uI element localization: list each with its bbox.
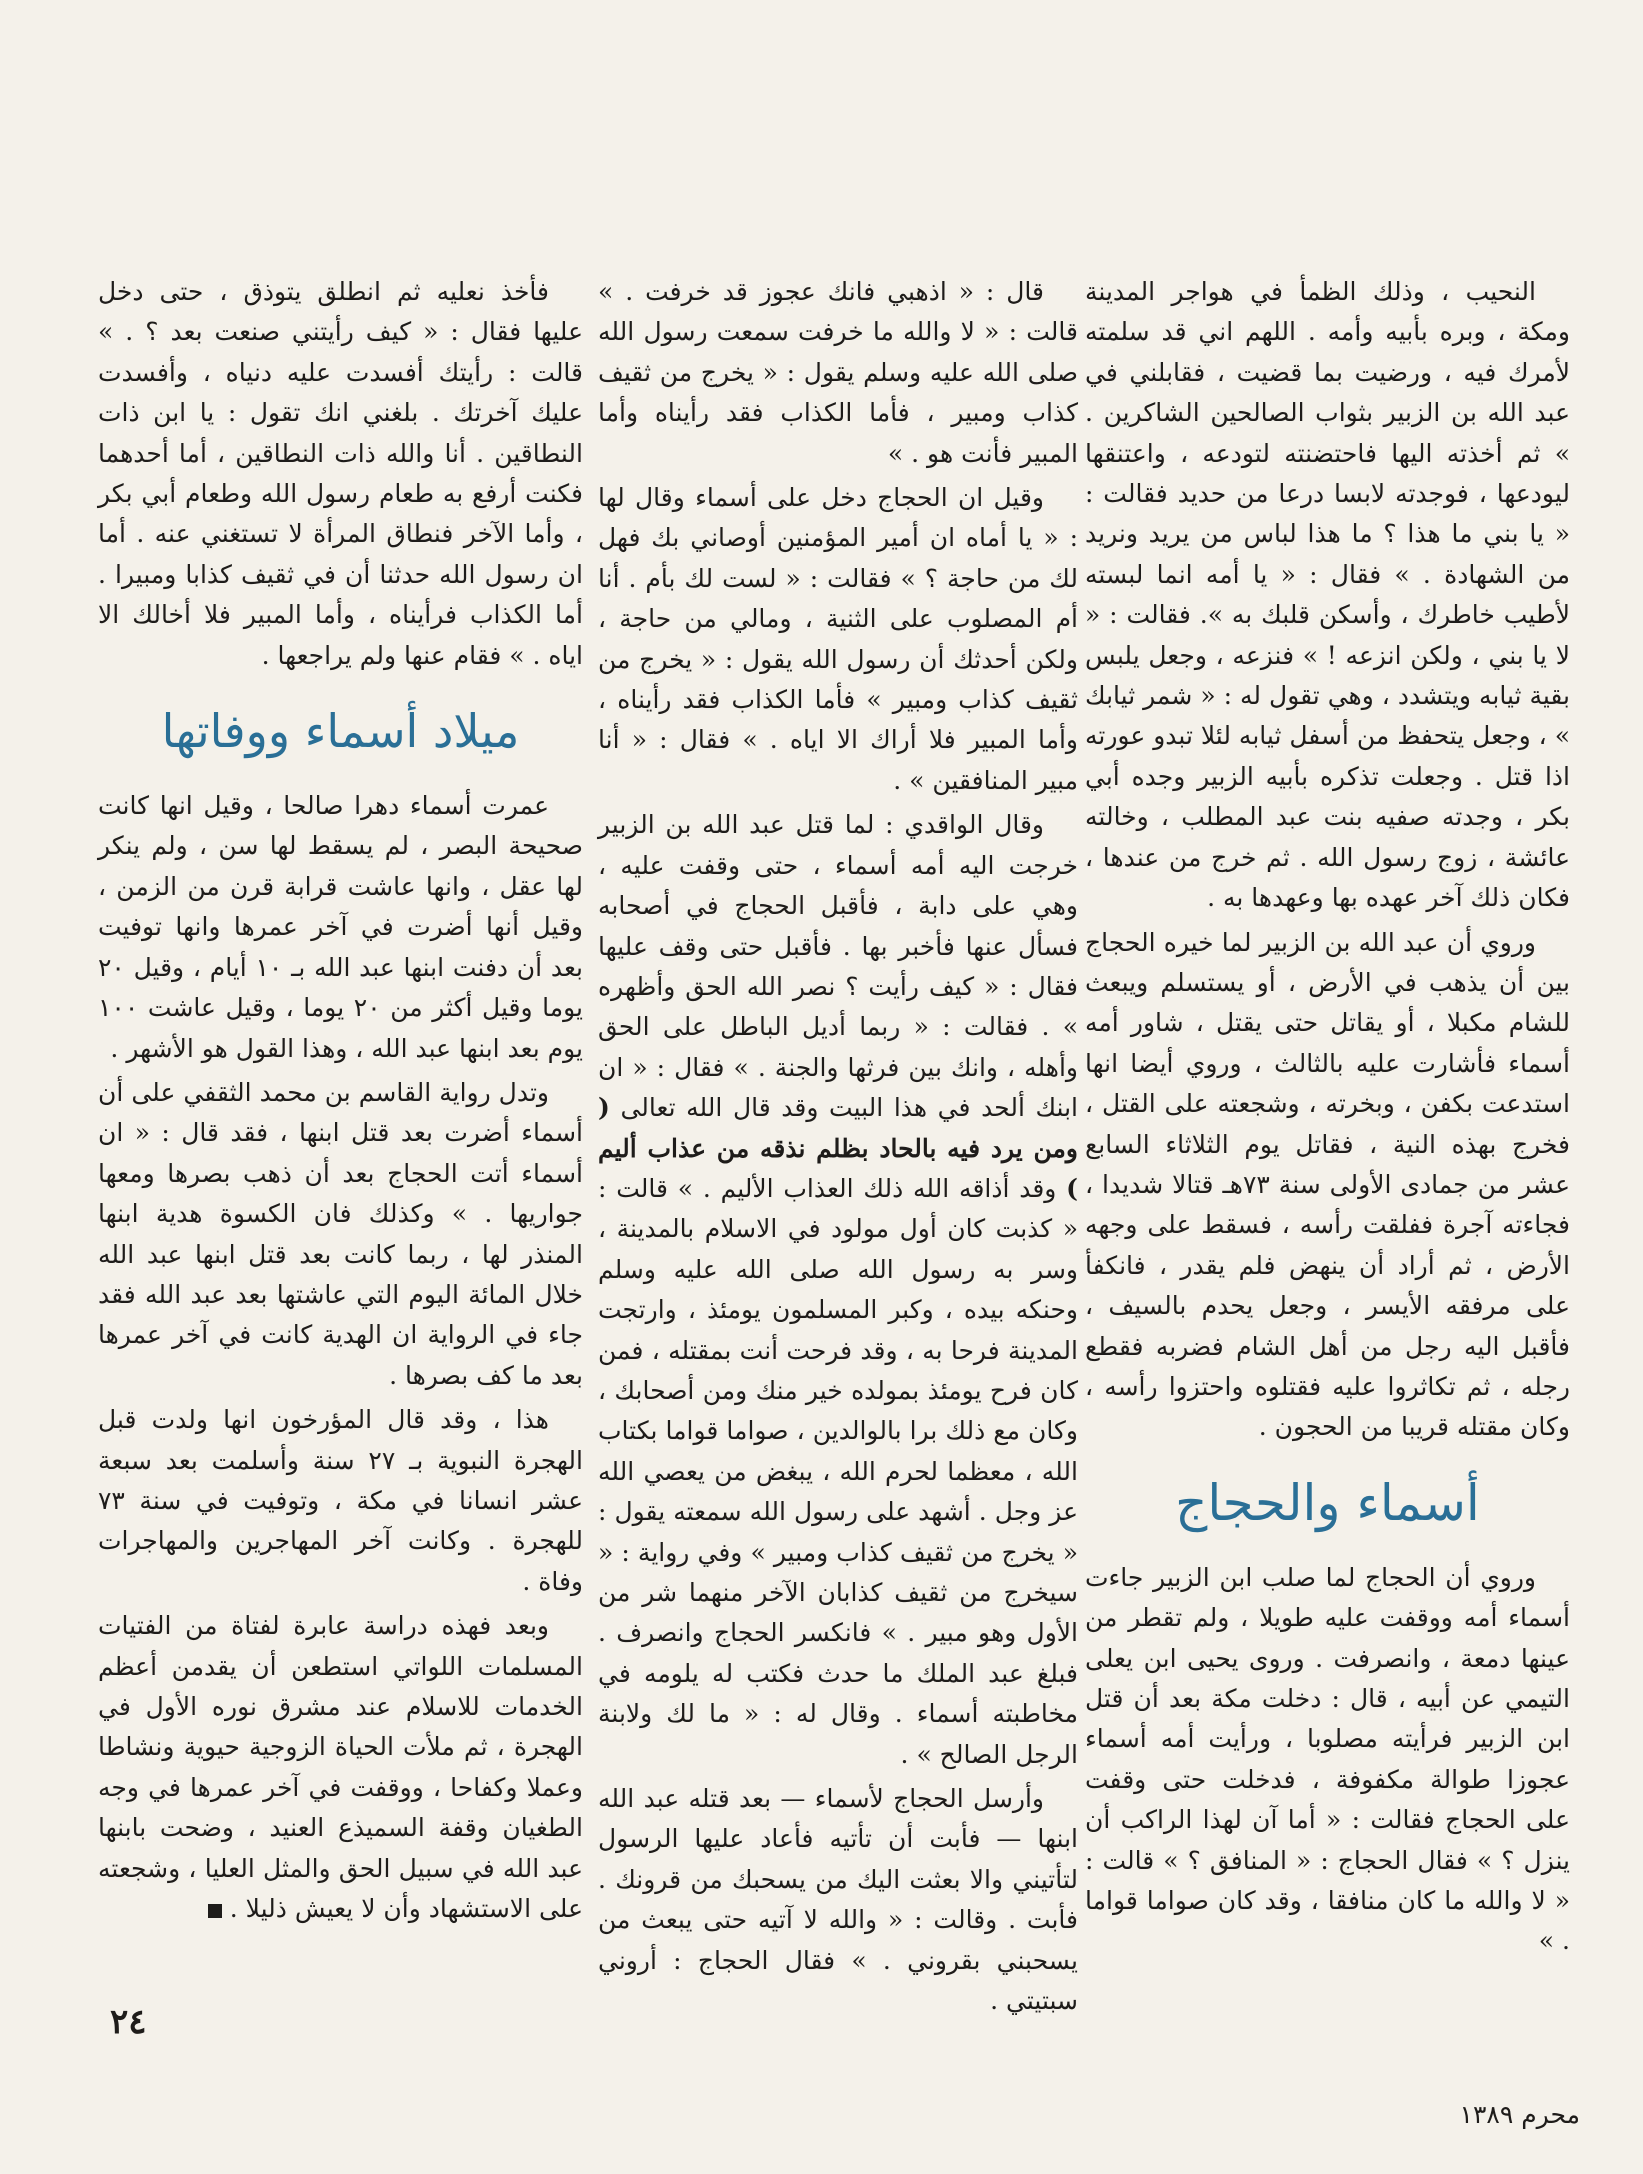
left-column <box>98 272 583 1929</box>
paragraph: النحيب ، وذلك الظمأ في هواجر المدينة ومكة ، وبره بأبيه وأمه . اللهم اني قد سلمته لأمرك فيه ، ورضيت بما قضيت ، فقابلني في عبد الله بن الزبير بثواب الصالحين الشاكرين . » ثم أخذته اليها فاحتضنته لتودعه ، واعتنقها ليودعها ، فوجدته لابسا درعا من حديد فقالت : « يا بني ما هذا ؟ ما هذا لباس من يريد ونريد من الشهادة . » فقال : « يا أمه انما لبسته لأطيب خاطرك ، وأسكن قلبك به ». فقالت : « لا يا بني ، ولكن انزعه ! » فنزعه ، وجعل يلبس بقية ثيابه ويتشدد ، وهي تقول له : « شمر ثيابك » ، وجعل يتحفظ من أسفل ثيابه لئلا تبدو عورته اذا قتل . وجعلت تذكره بأبيه الزبير وجده أبي بكر ، وجدته صفيه بنت عبد المطلب ، وخالته عائشة ، زوج رسول الله . ثم خرج من عندها ، فكان ذلك آخر عهده بها وعهدها به . <box>1085 277 1570 913</box>
page-number: ٢٤ <box>110 2002 147 2042</box>
paragraph: وقيل ان الحجاج دخل على أسماء وقال لها : « يا أماه ان أمير المؤمنين أوصاني بك فهل لك من حاجة ؟ » فقالت : « لست لك بأم . أنا أم المصلوب على الثنية ، ومالي من حاجة ، ولكن أحدثك أن رسول الله يقول : « يخرج من ثقيف كذاب ومبير » فأما الكذاب فقد رأيناه ، وأما المبير فلا أراك الا اياه . » فقال : « أنا مبير المنافقين » . <box>598 483 1078 795</box>
paragraph: وروي أن عبد الله بن الزبير لما خيره الحجاج بين أن يذهب في الأرض ، أو يستسلم ويبعث للشام مكبلا ، أو يقاتل حتى يقتل ، شاور أمه أسماء فأشارت عليه بالثالث ، وروي أيضا انها استدعت بكفن ، وبخرته ، وشجعته على القتل ، فخرج بهذه النية ، فقاتل يوم الثلاثاء السابع عشر من جمادى الأولى سنة ٧٣هـ قتالا شديدا ، فجاءته آجرة ففلقت رأسه ، فسقط على وجهه الأرض ، ثم أراد أن ينهض فلم يقدر ، فانكفأ على مرفقه الأيسر ، وجعل يحدم بالسيف ، فأقبل اليه رجل من أهل الشام فضربه فقطع رجله ، ثم تكاثروا عليه فقتلوه واحتزوا رأسه ، وكان مقتله قريبا من الحجون . <box>1085 927 1570 1442</box>
section-heading-asma-and-hajjaj: أسماء والحجاج <box>1175 1473 1480 1532</box>
paragraph: وروي أن الحجاج لما صلب ابن الزبير جاءت أسماء أمه ووقفت عليه طويلا ، ولم تقطر من عينها دمعة ، وانصرفت . وروى يحيى ابن يعلى التيمي عن أبيه ، قال : دخلت مكة بعد أن قتل ابن الزبير فرأيته مصلوبا ، ورأيت أمه أسماء عجوزا طوالة مكفوفة ، فدخلت حتى وقفت على الحجاج فقالت : « أما آن لهذا الراكب أن ينزل ؟ » فقال الحجاج : « المنافق ؟ » قالت : « لا والله ما كان منافقا ، وقد كان صواما قواما . » <box>1085 1562 1570 1956</box>
paragraph <box>98 1606 583 1929</box>
paragraph: وأرسل الحجاج لأسماء — بعد قتله عبد الله ابنها — فأبت أن تأتيه فأعاد عليها الرسول لتأتيني والا بعثت اليك من يسحبك من قرونك . فأبت . وقالت : « والله لا آتيه حتى يبعث من يسحبني بقروني . » فقال الحجاج : أروني سبتيتي . <box>598 1784 1078 2016</box>
section-heading-birth-and-death: ميلاد أسماء ووفاتها <box>161 704 520 759</box>
paragraph-text: وقد أذاقه الله ذلك العذاب الأليم . » قالت : « كذبت كان أول مولود في الاسلام بالمدينة ، وسر به رسول الله صلى الله عليه وسلم وحنكه بيده ، وكبر المسلمون يومئذ ، وارتجت المدينة فرحا به ، وقد فرحت أنت بمقتله ، فمن كان فرح يومئذ بمولده خير منك ومن أصحابك ، وكان مع ذلك برا بالوالدين ، صواما قواما بكتاب الله ، معظما لحرم الله ، يبغض من يعصي الله عز وجل . أشهد على رسول الله سمعته يقول : « يخرج من ثقيف كذاب ومبير » وفي رواية : « سيخرج من ثقيف كذابان الآخر منهما شر من الأول وهو مبير . » فانكسر الحجاج وانصرف . فبلغ عبد الملك ما حدث فكتب له يلومه في مخاطبته أسماء . وقال له : « ما لك ولابنة الرجل الصالح » . <box>598 1173 1078 1769</box>
right-column <box>1085 272 1570 1962</box>
paragraph-text: وبعد فهذه دراسة عابرة لفتاة من الفتيات المسلمات اللواتي استطعن أن يقدمن أعظم الخدمات للاسلام عند مشرق نوره الأول في الهجرة ، ثم ملأت الحياة الزوجية حيوية ونشاطا وعملا وكفاحا ، ووقفت في آخر عمرها في وجه الطغيان وقفة السميذع العنيد ، وضحت بابنها عبد الله في سبيل الحق والمثل العليا ، وشجعته على الاستشهاد وأن لا يعيش ذليلا . <box>98 1611 583 1924</box>
bold-quran-verse: ( ومن يرد فيه بالحاد بظلم نذقه من عذاب أليم ) <box>598 1093 1078 1203</box>
issue-date: محرم ١٣٨٩ <box>1459 2100 1580 2129</box>
paragraph-text: وقال الواقدي : لما قتل عبد الله بن الزبير خرجت اليه أمه أسماء ، حتى وقفت عليه ، وهي على دابة ، فأقبل الحجاج في أصحابه فسأل عنها فأخبر بها . فأقبل حتى وقف عليها فقال : « كيف رأيت ؟ نصر الله الحق وأظهره » . فقالت : « ربما أديل الباطل على الحق وأهله ، وانك بين فرثها والجنة . » فقال : « ان ابنك ألحد في هذا البيت وقد قال الله تعالى <box>598 810 1078 1123</box>
paragraph: وتدل رواية القاسم بن محمد الثقفي على أن أسماء أضرت بعد قتل ابنها ، فقد قال : « ان أسماء أتت الحجاج بعد أن ذهب بصرها ومعها جواريها . » وكذلك فان الكسوة هدية ابنها المنذر لها ، ربما كانت بعد قتل ابنها عبد الله خلال المائة اليوم التي عاشتها بعد عبد الله فقد جاء في الرواية ان الهدية كانت في آخر عمرها بعد ما كف بصرها . <box>98 1077 583 1390</box>
end-of-article-square-icon <box>208 1904 222 1918</box>
paragraph: هذا ، وقد قال المؤرخون انها ولدت قبل الهجرة النبوية بـ ٢٧ سنة وأسلمت بعد سبعة عشر انسانا في مكة ، وتوفيت في سنة ٧٣ للهجرة . وكانت آخر المهاجرين والمهاجرات وفاة . <box>98 1405 583 1596</box>
paragraph: فأخذ نعليه ثم انطلق يتوذق ، حتى دخل عليها فقال : « كيف رأيتني صنعت بعد ؟ . » قالت : رأيتك أفسدت عليه دنياه ، وأفسدت عليك آخرتك . بلغني انك تقول : يا ابن ذات النطاقين . أنا والله ذات النطاقين ، أما أحدهما فكنت أرفع به طعام رسول الله وطعام أبي بكر ، وأما الآخر فنطاق المرأة لا تستغني عنه . أما ان رسول الله حدثنا أن في ثقيف كذابا ومبيرا . أما الكذاب فرأيناه ، وأما المبير فلا أخالك الا اياه . » فقام عنها ولم يراجعها . <box>98 277 583 670</box>
middle-column <box>598 272 1078 2021</box>
paragraph: عمرت أسماء دهرا صالحا ، وقيل انها كانت صحيحة البصر ، لم يسقط لها سن ، ولم ينكر لها عقل ، وانها عاشت قرابة قرن من الزمن ، وقيل أنها أضرت في آخر عمرها وانها توفيت بعد أن دفنت ابنها عبد الله بـ ١٠ أيام ، وقيل ٢٠ يوما وقيل أكثر من ٢٠ يوما ، وقيل عاشت ١٠٠ يوم بعد ابنها عبد الله ، وهذا القول هو الأشهر . <box>98 791 583 1063</box>
paragraph <box>598 805 1078 1775</box>
paragraph: قال : « اذهبي فانك عجوز قد خرفت . » قالت : « لا والله ما خرفت سمعت رسول الله صلى الله عليه وسلم يقول : « يخرج من ثقيف كذاب ومبير ، فأما الكذاب فقد رأيناه وأما المبير فأنت هو . » <box>598 277 1078 468</box>
